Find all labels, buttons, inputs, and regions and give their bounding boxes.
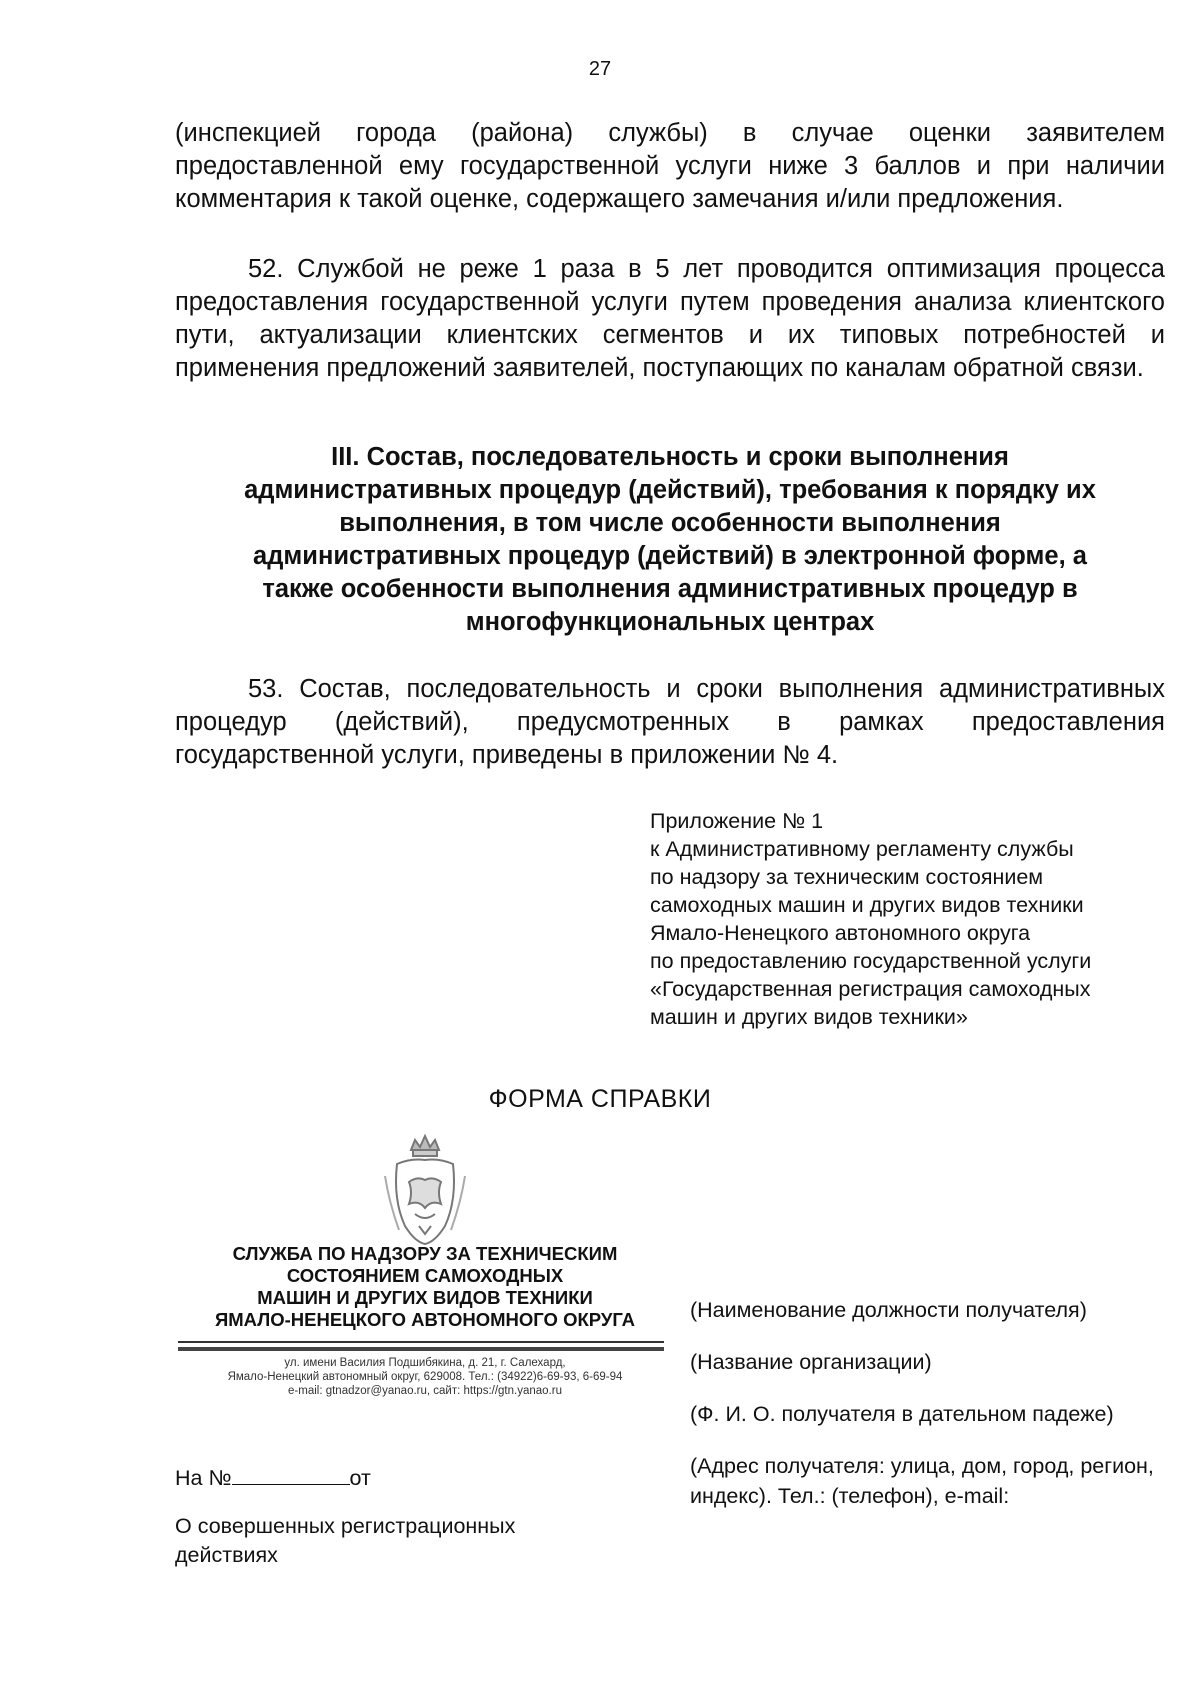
coat-of-arms-icon [375, 1130, 475, 1250]
heading-line: также особенности выполнения административных процедур в [262, 575, 1078, 603]
heading-line: многофункциональных центрах [465, 608, 875, 636]
paragraph-continuation [175, 117, 1165, 216]
reference-prefix: На № [175, 1466, 232, 1490]
letterhead-rule-thin [178, 1341, 664, 1343]
paragraph-text: 53. Состав, последовательность и сроки выполнения административных процедур (действий), предусмотренных в рамках предоставления государственной услуги, приведены в приложении № 4. [175, 675, 1165, 769]
paragraph-53 [175, 673, 1165, 772]
address-line: Ямало-Ненецкий автономный округ, 629008. Тел.: (34922)6-69-93, 6-69-94 [227, 1371, 623, 1383]
reference-number-blank [232, 1464, 350, 1485]
annex-line: машин и других видов техники» [650, 1005, 968, 1029]
heading-line: III. Состав, последовательность и сроки выполнения [331, 443, 1009, 471]
annex-reference [650, 807, 1170, 1031]
recipient-name: (Ф. И. О. получателя в дательном падеже) [690, 1402, 1114, 1426]
recipient-block [690, 1295, 1165, 1533]
address-line: e-mail: gtnadzor@yanao.ru, сайт: https://gtn.yanao.ru [288, 1385, 562, 1397]
paragraph-text: 52. Службой не реже 1 раза в 5 лет проводится оптимизация процесса предоставления государственной услуги путем проведения анализа клиентского пути, актуализации клиентских сегментов и их типовых потребностей и применения предложений заявителей, поступающих по каналам обратной связи. [175, 255, 1165, 382]
letter-subject: О совершенных регистрационных действиях [175, 1514, 516, 1567]
reference-line [175, 1464, 371, 1491]
annex-line: по предоставлению государственной услуги [650, 949, 1092, 973]
recipient-organization: (Название организации) [690, 1350, 932, 1374]
heading-line: административных процедур (действий) в электронной форме, а [253, 542, 1087, 570]
org-name-line: ЯМАЛО-НЕНЕЦКОГО АВТОНОМНОГО ОКРУГА [214, 1309, 636, 1330]
annex-line: по надзору за техническим состоянием [650, 865, 1044, 889]
paragraph-text: (инспекцией города (района) службы) в случае оценки заявителем предоставленной ему государственной услуги ниже 3 баллов и при наличии комментария к такой оценке, содержащего замечания и/или предложения. [175, 119, 1165, 213]
organization-address [170, 1356, 680, 1398]
recipient-position: (Наименование должности получателя) [690, 1298, 1087, 1322]
annex-line: к Административному регламенту службы [650, 837, 1074, 861]
paragraph-52 [175, 253, 1165, 385]
organization-name [175, 1243, 675, 1331]
page-number: 27 [588, 58, 612, 80]
annex-line: Ямало-Ненецкого автономного округа [650, 921, 1031, 945]
annex-line: Приложение № 1 [650, 809, 824, 833]
address-line: ул. имени Василия Подшибякина, д. 21, г. Салехард, [284, 1357, 566, 1369]
letterhead-rule-thick [178, 1347, 664, 1351]
org-name-line: СЛУЖБА ПО НАДЗОРУ ЗА ТЕХНИЧЕСКИМ [232, 1243, 618, 1264]
org-name-line: СОСТОЯНИЕМ САМОХОДНЫХ [286, 1265, 564, 1286]
heading-line: административных процедур (действий), требования к порядку их [244, 476, 1096, 504]
form-title: ФОРМА СПРАВКИ [488, 1085, 712, 1113]
section-heading [175, 441, 1165, 639]
recipient-address: (Адрес получателя: улица, дом, город, регион, индекс). Тел.: (телефон), e-mail: [690, 1454, 1154, 1508]
heading-line: выполнения, в том числе особенности выполнения [339, 509, 1001, 537]
annex-line: «Государственная регистрация самоходных [650, 977, 1091, 1001]
annex-line: самоходных машин и других видов техники [650, 893, 1084, 917]
org-name-line: МАШИН И ДРУГИХ ВИДОВ ТЕХНИКИ [257, 1287, 593, 1308]
reference-suffix: от [349, 1466, 371, 1490]
